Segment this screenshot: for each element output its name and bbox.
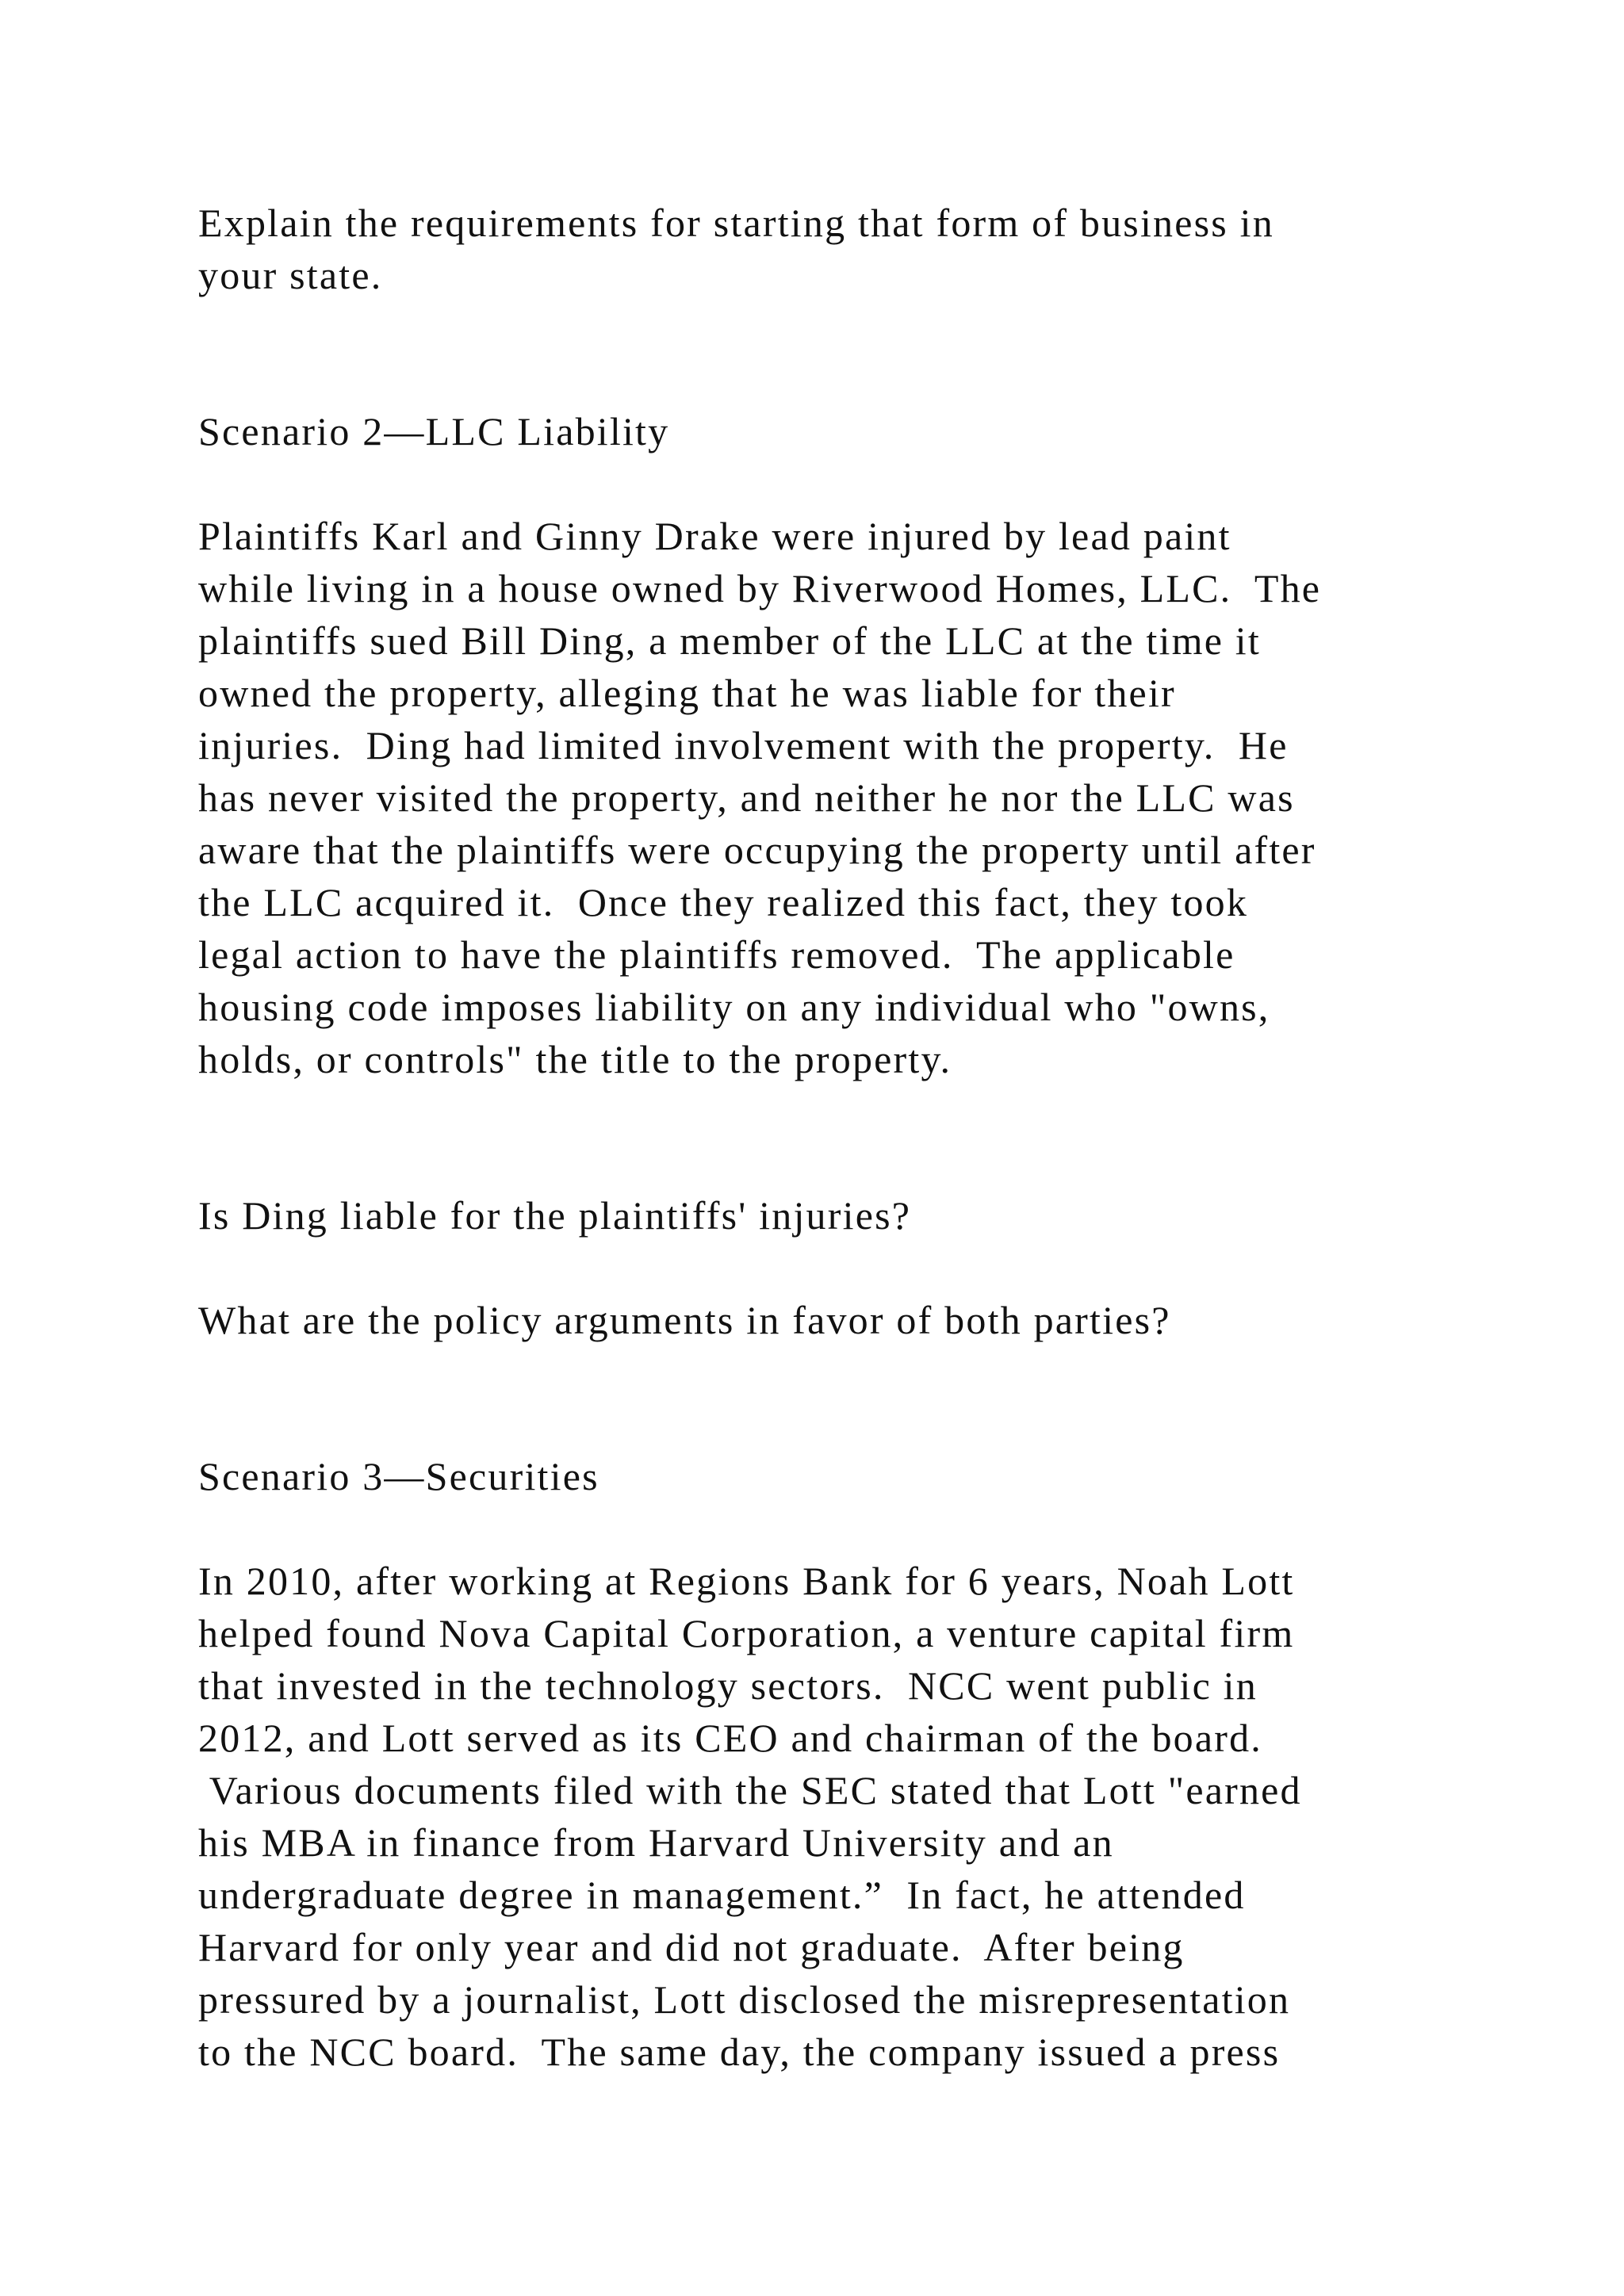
paragraph-line: 2012, and Lott served as its CEO and chairman of the board. (198, 1716, 1262, 1760)
paragraph-line: owned the property, alleging that he was liable for their (198, 671, 1176, 715)
question-line: What are the policy arguments in favor of both parties? (198, 1298, 1171, 1342)
paragraph-line: pressured by a journalist, Lott disclosed the misrepresentation (198, 1977, 1291, 2022)
paragraph-line: to the NCC board. The same day, the company issued a press (198, 2030, 1281, 2074)
paragraph-line: his MBA in finance from Harvard University and an (198, 1820, 1114, 1865)
paragraph-line: housing code imposes liability on any individual who "owns, (198, 985, 1270, 1029)
question-line: Is Ding liable for the plaintiffs' injuries? (198, 1193, 912, 1238)
paragraph-line: undergraduate degree in management.” In fact, he attended (198, 1873, 1246, 1917)
paragraph-line: helped found Nova Capital Corporation, a venture capital firm (198, 1611, 1295, 1655)
paragraph-line: Explain the requirements for starting that form of business in (198, 201, 1274, 245)
paragraph-line: the LLC acquired it. Once they realized this fact, they took (198, 880, 1249, 924)
paragraph-line: Various documents filed with the SEC stated that Lott "earned (198, 1768, 1302, 1812)
paragraph-line: Plaintiffs Karl and Ginny Drake were injured by lead paint (198, 514, 1231, 558)
paragraph-line: aware that the plaintiffs were occupying the property until after (198, 828, 1316, 872)
paragraph-line: In 2010, after working at Regions Bank for 6 years, Noah Lott (198, 1559, 1295, 1603)
paragraph-line: plaintiffs sued Bill Ding, a member of the LLC at the time it (198, 618, 1261, 663)
paragraph-line: legal action to have the plaintiffs removed. The applicable (198, 932, 1235, 977)
paragraph-line: holds, or controls" the title to the property. (198, 1037, 952, 1081)
section-heading: Scenario 2—LLC Liability (198, 409, 670, 453)
section-heading: Scenario 3—Securities (198, 1454, 599, 1498)
paragraph-line: that invested in the technology sectors. NCC went public in (198, 1663, 1258, 1708)
paragraph-line: Harvard for only year and did not graduate. After being (198, 1925, 1185, 1969)
paragraph-line: your state. (198, 253, 383, 297)
paragraph-line: injuries. Ding had limited involvement with the property. He (198, 723, 1289, 767)
paragraph-line: has never visited the property, and neither he nor the LLC was (198, 775, 1295, 820)
paragraph-line: while living in a house owned by Riverwood Homes, LLC. The (198, 566, 1322, 610)
